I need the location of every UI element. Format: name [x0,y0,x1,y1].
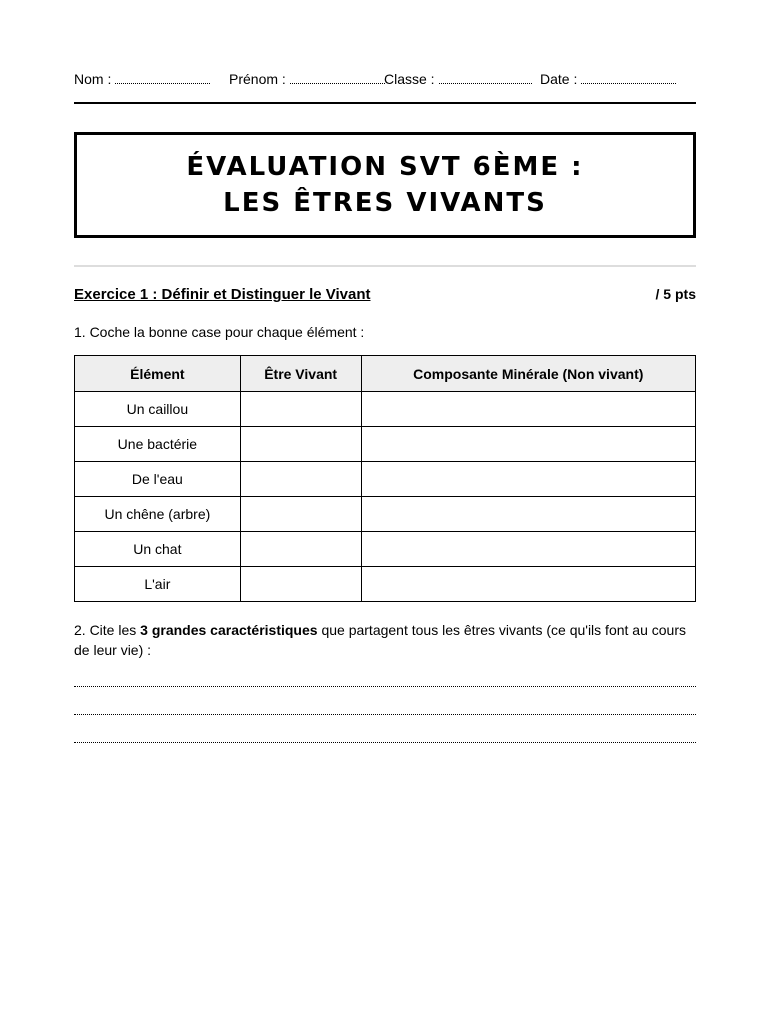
prenom-field[interactable] [229,71,385,87]
mineral-checkbox-cell[interactable] [361,427,695,462]
table-row [75,392,696,427]
header-etre-vivant: Être Vivant [240,356,361,392]
exercise-title: Exercice 1 : Définir et Distinguer le Vivant [74,286,371,303]
prenom-label: Prénom : [229,71,286,87]
date-label: Date : [540,71,578,87]
question-2-bold: 3 grandes caractéristiques [140,622,318,638]
vivant-checkbox-cell[interactable] [240,427,361,462]
answer-line-3[interactable] [74,742,696,743]
mineral-checkbox-cell[interactable] [361,532,695,567]
vivant-checkbox-cell[interactable] [240,462,361,497]
header-element: Élément [75,356,241,392]
element-cell: L'air [75,567,241,602]
element-cell: Une bactérie [75,427,241,462]
vivant-checkbox-cell[interactable] [240,532,361,567]
section-divider [74,265,696,267]
question-1: 1. Coche la bonne case pour chaque élément : [74,324,365,340]
header-composante-minerale: Composante Minérale (Non vivant) [361,356,695,392]
nom-label: Nom : [74,71,112,87]
question-2-prefix: 2. Cite les [74,622,141,638]
nom-field[interactable] [74,71,210,87]
table-header-row [75,356,696,392]
classe-blank[interactable] [439,71,532,84]
table-row [75,427,696,462]
table-row [75,497,696,532]
prenom-blank[interactable] [290,71,385,84]
question-2-suffix: que partagent tous les êtres vivants (ce qu'ils font au cours de leur vie) : [74,622,686,658]
title-line-2: LES ÊTRES VIVANTS [223,188,547,218]
element-cell: Un chêne (arbre) [75,497,241,532]
vivant-checkbox-cell[interactable] [240,497,361,532]
element-cell: Un chat [75,532,241,567]
table-row [75,567,696,602]
classification-table [74,355,696,602]
mineral-checkbox-cell[interactable] [361,462,695,497]
classe-label: Classe : [384,71,435,87]
answer-line-1[interactable] [74,686,696,687]
classe-field[interactable] [384,71,532,87]
table-row [75,462,696,497]
date-field[interactable] [540,71,676,87]
student-info-fields [74,71,696,89]
question-2 [74,620,696,660]
mineral-checkbox-cell[interactable] [361,392,695,427]
title-box [74,132,696,238]
element-cell: Un caillou [75,392,241,427]
answer-line-2[interactable] [74,714,696,715]
date-blank[interactable] [581,71,676,84]
table-row [75,532,696,567]
exercise-points: / 5 pts [655,286,696,302]
vivant-checkbox-cell[interactable] [240,567,361,602]
title-line-1: ÉVALUATION SVT 6ÈME : [186,152,584,182]
mineral-checkbox-cell[interactable] [361,567,695,602]
mineral-checkbox-cell[interactable] [361,497,695,532]
nom-blank[interactable] [115,71,210,84]
vivant-checkbox-cell[interactable] [240,392,361,427]
header-divider [74,102,696,104]
element-cell: De l'eau [75,462,241,497]
